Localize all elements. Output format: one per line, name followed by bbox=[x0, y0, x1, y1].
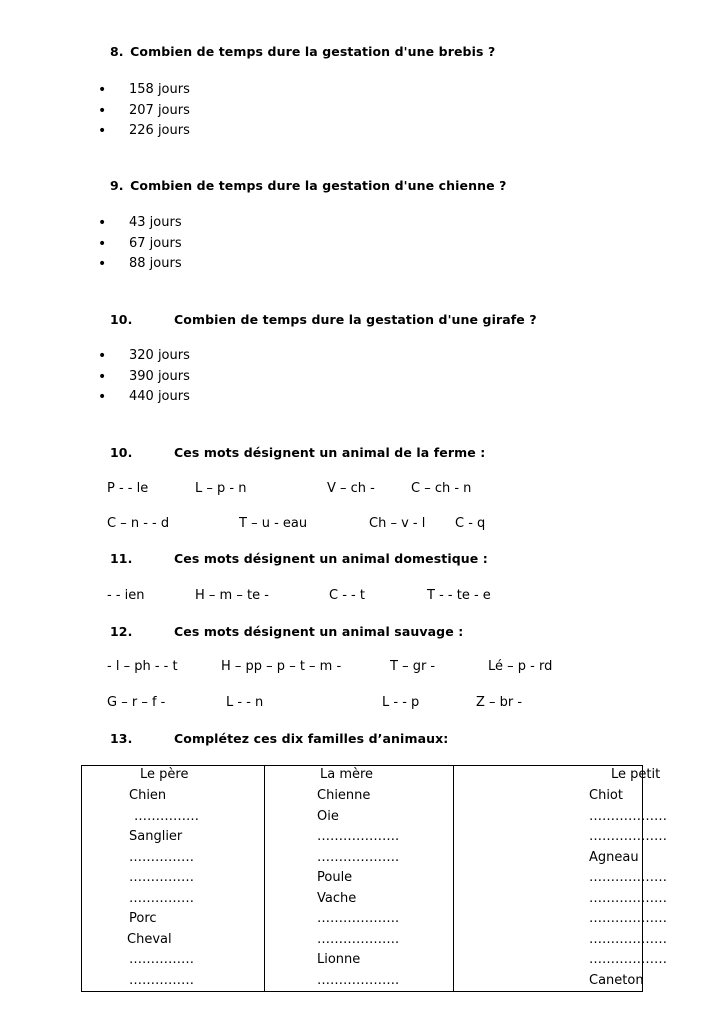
question-text: Combien de temps dure la gestation d'une brebis ? bbox=[130, 44, 496, 59]
answer-option: • 88 jours bbox=[96, 254, 676, 275]
table-cell: Sanglier bbox=[129, 829, 183, 844]
table-cell: ……………… bbox=[589, 809, 667, 824]
question-text: Ces mots désignent un animal sauvage : bbox=[174, 624, 464, 639]
table-cell: ………………. bbox=[317, 829, 400, 844]
puzzle-word: T - - te - e bbox=[427, 588, 491, 603]
table-cell: …………… bbox=[129, 891, 194, 906]
puzzle-word: Lé – p - rd bbox=[488, 659, 553, 674]
table-cell: …………… bbox=[129, 973, 194, 988]
answer-option: • 43 jours bbox=[96, 213, 676, 234]
puzzle-word: H – pp – p – t – m - bbox=[221, 659, 342, 674]
puzzle-word: L - - p bbox=[382, 695, 420, 710]
table-cell: Caneton bbox=[589, 973, 644, 988]
question-text: Ces mots désignent un animal de la ferme : bbox=[174, 445, 486, 460]
table-cell: ………………. bbox=[317, 973, 400, 988]
table-cell: ……………… bbox=[589, 952, 667, 967]
table-cell: Oie bbox=[317, 809, 339, 824]
table-header: La mère bbox=[320, 767, 374, 782]
table-cell: Cheval bbox=[127, 932, 172, 947]
question-number: 10. bbox=[110, 445, 133, 460]
puzzle-word: Z – br - bbox=[476, 695, 523, 710]
table-cell: ………………. bbox=[317, 911, 400, 926]
answer-list-9 bbox=[96, 213, 676, 275]
puzzle-word: T – gr - bbox=[390, 659, 436, 674]
answer-option: • 67 jours bbox=[96, 234, 676, 255]
table-cell: ………………. bbox=[317, 850, 400, 865]
puzzle-word: G – r – f - bbox=[107, 695, 166, 710]
table-header: Le petit bbox=[611, 767, 661, 782]
puzzle-word: C – n - - d bbox=[107, 516, 170, 531]
puzzle-word: C - q bbox=[455, 516, 486, 531]
table-cell: …………… bbox=[134, 809, 199, 824]
table-cell: Lionne bbox=[317, 952, 361, 967]
table-cell: ……………… bbox=[589, 891, 667, 906]
table-cell: …………… bbox=[129, 952, 194, 967]
question-10 bbox=[110, 312, 132, 327]
table-cell: ……………… bbox=[589, 870, 667, 885]
puzzle-word: H – m – te - bbox=[195, 588, 269, 603]
question-number: 11. bbox=[110, 551, 133, 566]
puzzle-word: T – u - eau bbox=[239, 516, 308, 531]
puzzle-word: L – p - n bbox=[195, 481, 247, 496]
table-cell: …………… bbox=[129, 850, 194, 865]
puzzle-word: V – ch - bbox=[327, 481, 375, 496]
puzzle-word: Ch – v - l bbox=[369, 516, 426, 531]
puzzle-word: P - - le bbox=[107, 481, 149, 496]
question-number: 9. bbox=[110, 178, 124, 193]
question-number: 10. bbox=[110, 312, 133, 327]
table-cell: Agneau bbox=[589, 850, 639, 865]
answer-option: • 320 jours bbox=[96, 346, 676, 367]
puzzle-word: C - - t bbox=[329, 588, 365, 603]
table-cell: ……………… bbox=[589, 829, 667, 844]
question-8 bbox=[110, 44, 495, 59]
question-text: Combien de temps dure la gestation d'une chienne ? bbox=[130, 178, 507, 193]
table-cell: Vache bbox=[317, 891, 357, 906]
answer-option: • 158 jours bbox=[96, 80, 676, 101]
answer-option: • 207 jours bbox=[96, 101, 676, 122]
table-cell: Chien bbox=[129, 788, 167, 803]
table-cell: ……………… bbox=[589, 911, 667, 926]
table-cell: …………… bbox=[129, 870, 194, 885]
table-cell: Poule bbox=[317, 870, 353, 885]
puzzle-word: L - - n bbox=[226, 695, 264, 710]
table-cell: ………………. bbox=[317, 932, 400, 947]
puzzle-word: - - ien bbox=[107, 588, 145, 603]
table-cell: Chienne bbox=[317, 788, 371, 803]
answer-list-8 bbox=[96, 80, 676, 142]
answer-list-10 bbox=[96, 346, 676, 408]
answer-option: • 440 jours bbox=[96, 387, 676, 408]
table-cell: Porc bbox=[129, 911, 157, 926]
families-table bbox=[81, 765, 667, 992]
column-petit bbox=[454, 766, 667, 992]
answer-option: • 390 jours bbox=[96, 367, 676, 388]
puzzle-word: - l – ph - - t bbox=[107, 659, 178, 674]
answer-option: • 226 jours bbox=[96, 121, 676, 142]
question-text: Ces mots désignent un animal domestique : bbox=[174, 551, 488, 566]
question-text: Combien de temps dure la gestation d'une girafe ? bbox=[174, 312, 537, 327]
puzzle-word: C – ch - n bbox=[411, 481, 472, 496]
table-cell: ……………… bbox=[589, 932, 667, 947]
question-number: 12. bbox=[110, 624, 133, 639]
question-text: Complétez ces dix familles d’animaux: bbox=[174, 731, 449, 746]
question-number: 13. bbox=[110, 731, 133, 746]
column-mere bbox=[265, 766, 454, 992]
column-pere bbox=[82, 766, 265, 992]
table-header: Le père bbox=[140, 767, 189, 782]
question-9 bbox=[110, 178, 507, 193]
table-cell: Chiot bbox=[589, 788, 623, 803]
question-number: 8. bbox=[110, 44, 124, 59]
